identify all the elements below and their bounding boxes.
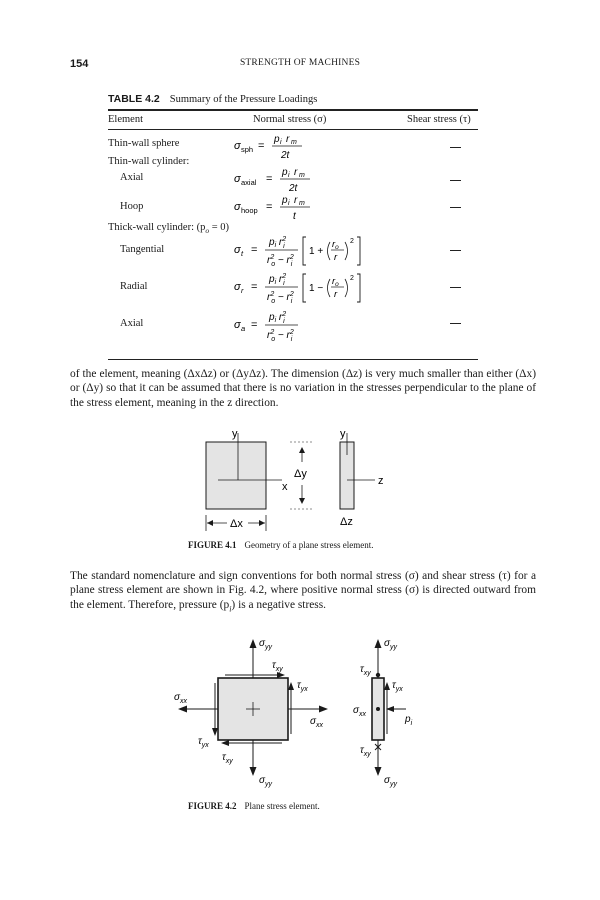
fig1-z: z bbox=[378, 475, 384, 487]
svg-text:r: r bbox=[334, 252, 338, 263]
svg-text:r: r bbox=[294, 167, 298, 178]
svg-text:i: i bbox=[280, 139, 282, 146]
svg-text:τyx: $\tau_{yx}$ bbox=[198, 736, 209, 749]
row-label-radial: Radial bbox=[120, 281, 148, 292]
symbol-sigma: σ bbox=[234, 140, 241, 152]
svg-text:τxy: $\tau_{xy}$ bbox=[222, 752, 233, 765]
svg-text:=: = bbox=[251, 319, 258, 331]
svg-text:τyx: $\tau_{yx}$ bbox=[297, 680, 308, 693]
svg-text:pi r2i: $p_i$ $r^2$ i bbox=[269, 236, 287, 250]
running-title: STRENGTH OF MACHINES bbox=[239, 58, 361, 68]
row-label-thick-cyl: Thick-wall cylinder: $(p_o = 0)$ bbox=[108, 222, 230, 236]
svg-text:axial: axial bbox=[241, 178, 257, 187]
formula-axial bbox=[232, 164, 327, 194]
svg-text:=: = bbox=[266, 201, 273, 213]
shear-sphere bbox=[450, 147, 461, 148]
formula-sphere bbox=[232, 131, 322, 161]
svg-text:r2o − r2i: $r^2$ $o - r^2$ i bbox=[267, 291, 294, 305]
svg-text:σyy: $\sigma_{yy}$ bbox=[384, 775, 398, 788]
figure-4-1 bbox=[190, 425, 410, 535]
fig1-y-right: y bbox=[340, 428, 346, 440]
row-label-axial-thick: Axial bbox=[120, 318, 144, 329]
svg-text:τxy: $\tau_{xy}$ bbox=[360, 745, 371, 758]
svg-text:σxx: $\sigma_{xx}$ bbox=[174, 692, 188, 705]
figure-4-1-caption: FIGURE 4.1 Geometry of a plane stress element. bbox=[188, 540, 374, 550]
svg-text:pi: $p_i$ bbox=[405, 714, 413, 727]
paragraph-2: The standard nomenclature and sign conventions for both normal stress (σ) and shear stress (τ) for a plane stress element are shown in Fig. 4.2, where positive normal stress (σ) is directed outward from the element. Therefore, pressure $(p_i)$ is a negative stress. bbox=[70, 570, 536, 614]
svg-text:σ: σ bbox=[234, 244, 241, 256]
row-label-sphere: Thin-wall sphere bbox=[108, 138, 180, 149]
arrow-sigma-yy-top bbox=[250, 639, 257, 648]
table-label: TABLE 4.2 bbox=[108, 93, 160, 105]
svg-text:p: p bbox=[274, 134, 280, 145]
svg-text:r2o − r2i: $r^2$ $o - r^2$ i bbox=[267, 254, 294, 268]
svg-text:t: t bbox=[293, 211, 296, 222]
svg-text:r: r bbox=[241, 286, 244, 295]
svg-text:σxx: $\sigma_{xx}$ bbox=[310, 716, 324, 729]
svg-text:=: = bbox=[258, 140, 265, 152]
col-header-shear: Shear stress (τ) bbox=[407, 114, 471, 125]
page-number: 154 bbox=[70, 58, 89, 70]
svg-text:σyy: $\sigma_{yy}$ bbox=[259, 638, 273, 651]
svg-text:p: p bbox=[282, 195, 288, 206]
svg-text:ro: $r_o$ bbox=[332, 239, 339, 251]
col-header-element: Element bbox=[108, 114, 143, 125]
formula-tangential bbox=[232, 231, 382, 271]
svg-text:r2o − r2i: $r^2$ $o - r^2$ i bbox=[267, 329, 294, 343]
table-header-rule bbox=[108, 129, 478, 130]
svg-text:τxy: $\tau_{xy}$ bbox=[360, 664, 371, 677]
shear-tangential bbox=[450, 250, 461, 251]
row-label-hoop: Hoop bbox=[120, 201, 144, 212]
svg-text:r: r bbox=[286, 134, 290, 145]
shear-radial bbox=[450, 287, 461, 288]
svg-text:2t: 2t bbox=[281, 150, 290, 161]
svg-text:hoop: hoop bbox=[241, 206, 258, 215]
figure-4-2 bbox=[160, 630, 450, 790]
fig1-dy: Δy bbox=[294, 468, 307, 480]
table-caption bbox=[108, 93, 317, 105]
arrow-sigma-xx-right bbox=[319, 706, 328, 713]
svg-text:m: m bbox=[291, 139, 297, 146]
fig1-x: x bbox=[282, 481, 288, 493]
svg-text:i: i bbox=[288, 172, 290, 179]
row-label-tangential: Tangential bbox=[120, 244, 165, 255]
svg-text:1 −: 1 − bbox=[309, 283, 324, 294]
svg-text:=: = bbox=[251, 244, 258, 256]
fig1-dz: Δz bbox=[340, 516, 353, 528]
table-top-rule bbox=[108, 109, 478, 111]
svg-text:2: 2 bbox=[350, 238, 354, 245]
figure-4-2-caption: FIGURE 4.2 Plane stress element. bbox=[188, 801, 320, 811]
formula-radial bbox=[232, 268, 382, 308]
shear-hoop bbox=[450, 207, 461, 208]
svg-text:p: p bbox=[282, 167, 288, 178]
table-title: Summary of the Pressure Loadings bbox=[169, 94, 318, 105]
arrow-sigma-yy-bottom bbox=[250, 767, 257, 776]
svg-text:i: i bbox=[288, 200, 290, 207]
svg-text:σyy: $\sigma_{yy}$ bbox=[384, 638, 398, 651]
svg-text:σyy: $\sigma_{yy}$ bbox=[259, 775, 273, 788]
fig1-y-left: y bbox=[232, 428, 238, 440]
fig1-dx: Δx bbox=[230, 518, 243, 530]
sub-sph: sph bbox=[241, 145, 254, 154]
svg-text:σ: σ bbox=[234, 281, 241, 293]
row-label-thin-cyl: Thin-wall cylinder: bbox=[108, 156, 190, 167]
svg-text:a: a bbox=[241, 324, 246, 333]
svg-text:ro: $r_o$ bbox=[332, 276, 339, 288]
svg-text:2t: 2t bbox=[289, 183, 298, 194]
svg-text:r: r bbox=[334, 289, 338, 300]
table-bottom-rule bbox=[108, 359, 478, 360]
svg-text:σ: σ bbox=[234, 319, 241, 331]
col-header-normal: Normal stress (σ) bbox=[253, 114, 327, 125]
svg-text:=: = bbox=[266, 173, 273, 185]
svg-text:σ: σ bbox=[234, 173, 241, 185]
formula-hoop bbox=[232, 192, 327, 222]
row-label-axial: Axial bbox=[120, 172, 144, 183]
svg-text:=: = bbox=[251, 281, 258, 293]
svg-text:σ: σ bbox=[234, 201, 241, 213]
svg-text:2: 2 bbox=[350, 275, 354, 282]
formula-axial-thick bbox=[232, 306, 332, 346]
arrow-sigma-xx-left bbox=[178, 706, 187, 713]
paragraph-1: of the element, meaning (ΔxΔz) or (ΔyΔz). The dimension (Δz) is very much smaller than either (Δx) or (Δy) so that it can be assumed that there is no variation in the stresses perpendicular to the plane of the stress element, meaning in the z direction. bbox=[70, 368, 536, 409]
svg-text:pi r2i: $p_i$ $r^2$ i bbox=[269, 273, 287, 287]
svg-text:r: r bbox=[294, 195, 298, 206]
svg-text:σxx: $\sigma_{xx}$ bbox=[353, 705, 367, 718]
svg-text:m: m bbox=[299, 200, 305, 207]
svg-text:1 +: 1 + bbox=[309, 246, 324, 257]
svg-text:τyx: $\tau_{yx}$ bbox=[392, 680, 403, 693]
shear-axial-thick bbox=[450, 323, 461, 324]
svg-text:m: m bbox=[299, 172, 305, 179]
shear-axial bbox=[450, 180, 461, 181]
svg-text:t: t bbox=[241, 249, 244, 258]
svg-text:pi r2i: $p_i$ $r^2$ i bbox=[269, 311, 287, 325]
svg-text:τxy: $\tau_{xy}$ bbox=[272, 660, 283, 673]
plane-element-face bbox=[206, 442, 266, 509]
